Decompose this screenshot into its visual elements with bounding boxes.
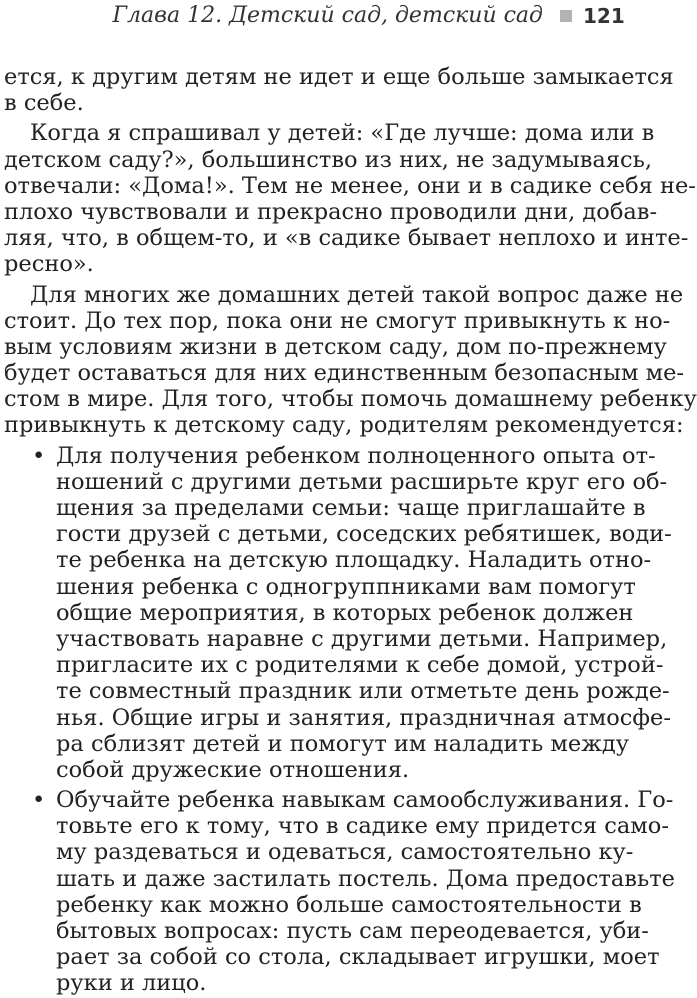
text-line: товьте его к тому, что в садике ему придется само- bbox=[56, 813, 669, 840]
text-line: привыкнуть к детскому саду, родителям рекомендуется: bbox=[4, 412, 684, 439]
text-line: детском саду?», большинство из них, не задумываясь, bbox=[4, 146, 653, 173]
text-line: отвечали: «Дома!». Тем не менее, они и в садике себя не- bbox=[4, 172, 696, 199]
text-line: те совместный праздник или отметьте день рожде- bbox=[56, 678, 670, 705]
list-item bbox=[4, 787, 675, 997]
text-line: те ребенка на детскую площадку. Наладить отно- bbox=[56, 547, 652, 574]
text-line: ется, к другим детям не идет и еще больше замыкается bbox=[4, 64, 674, 90]
paragraph-1 bbox=[4, 64, 674, 117]
text-line: участвовать наравне с другими детьми. Например, bbox=[56, 625, 668, 652]
text-line: Когда я спрашивал у детей: «Где лучше: дома или в bbox=[30, 120, 655, 147]
text-line: будет оставаться для них единственным безопасным ме- bbox=[4, 360, 685, 387]
text-line: Для многих же домашних детей такой вопрос даже не bbox=[30, 281, 684, 308]
running-title: Глава 12. Детский сад, детский сад bbox=[112, 3, 543, 28]
text-line: руки и лицо. bbox=[56, 970, 207, 997]
text-line: стоит. До тех пор, пока они не смогут привыкнуть к но- bbox=[4, 307, 671, 334]
text-line: плохо чувствовали и прекрасно проводили дни, добав- bbox=[4, 198, 658, 225]
text-line: ресно». bbox=[4, 251, 94, 278]
list-item bbox=[4, 442, 672, 783]
text-line: вым условиям жизни в детском саду, дом по-прежнему bbox=[4, 333, 667, 360]
bullet-marker: • bbox=[32, 787, 46, 814]
text-line: стом в мире. Для того, чтобы помочь домашнему ребенку bbox=[4, 386, 697, 413]
text-line: рает за собой со стола, складывает игрушки, моет bbox=[56, 944, 660, 971]
paragraph-3 bbox=[4, 281, 697, 439]
text-line: в себе. bbox=[4, 90, 84, 117]
text-line: му раздеваться и одеваться, самостоятельно ку- bbox=[56, 839, 634, 866]
text-line: нья. Общие игры и занятия, праздничная атмосфе- bbox=[56, 704, 671, 731]
header-square-marker bbox=[560, 10, 572, 22]
text-line: Обучайте ребенка навыкам самообслуживания. Го- bbox=[56, 787, 674, 814]
text-line: шать и даже застилать постель. Дома предоставьте bbox=[56, 865, 675, 892]
text-line: шения ребенка с одногруппниками вам помогут bbox=[56, 573, 636, 600]
text-line: щения за пределами семьи: чаще приглашайте в bbox=[56, 495, 646, 521]
paragraph-2 bbox=[4, 120, 696, 278]
text-line: собой дружеские отношения. bbox=[56, 756, 410, 783]
text-line: бытовых вопросах: пусть сам переодевается, уби- bbox=[56, 918, 649, 944]
body-text bbox=[4, 64, 697, 997]
text-line: Для получения ребенком полноценного опыта от- bbox=[56, 442, 656, 469]
text-line: общие мероприятия, в которых ребенок должен bbox=[56, 599, 634, 626]
text-line: ношений с другими детьми расширьте круг его об- bbox=[56, 468, 668, 495]
bullet-marker: • bbox=[32, 442, 46, 469]
running-head bbox=[0, 2, 625, 32]
page-number: 121 bbox=[583, 4, 625, 28]
text-line: ляя, что, в общем-то, и «в садике бывает неплохо и инте- bbox=[4, 225, 689, 252]
text-line: гости друзей с детьми, соседских ребятишек, води- bbox=[56, 521, 672, 548]
text-line: пригласите их с родителями к себе домой, устрой- bbox=[56, 652, 664, 679]
text-line: ра сблизят детей и помогут им наладить между bbox=[56, 730, 629, 757]
text-line: ребенку как можно больше самостоятельности в bbox=[56, 891, 642, 918]
